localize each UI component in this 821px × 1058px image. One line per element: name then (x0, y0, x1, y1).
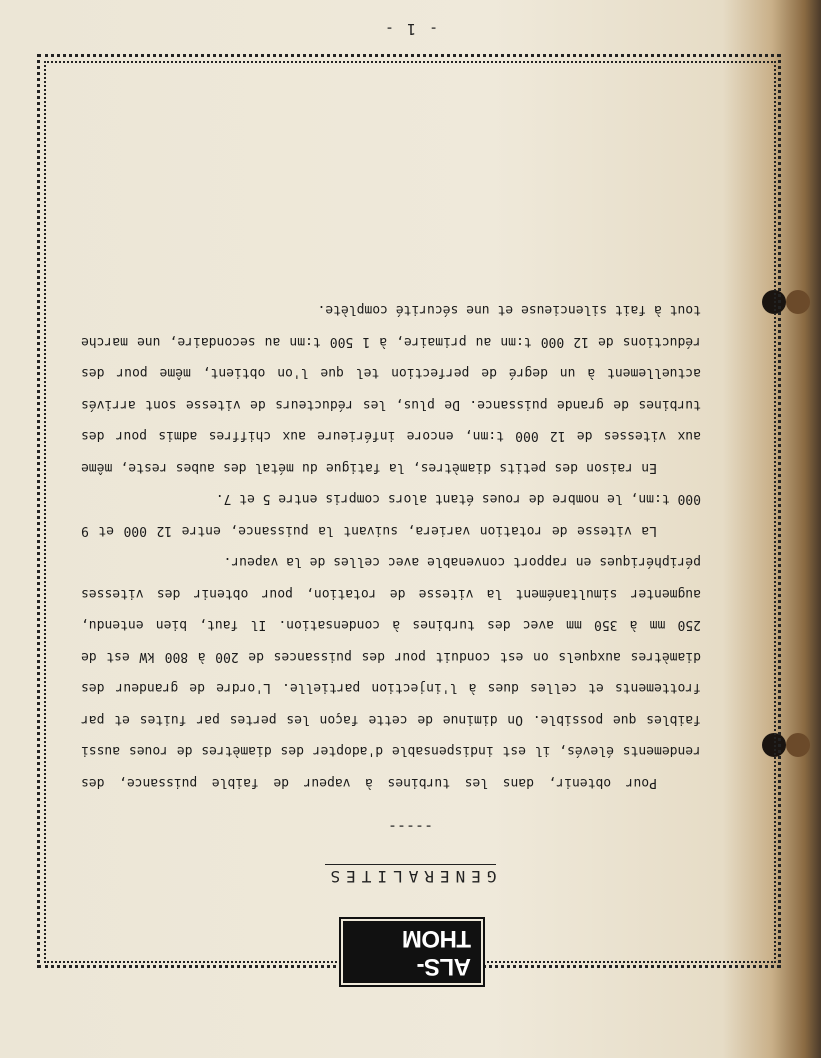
body-text (81, 294, 701, 798)
page-number: - 1 - (382, 20, 439, 38)
paragraph-2: La vitesse de rotation variera, suivant la puissance, entre 12 000 et 9 000 t:mn, le nombre de roues étant alors compris entre 5 et 7. (81, 491, 701, 538)
paragraph-3: En raison des petits diamètres, la fatigue du métal des aubes reste, même aux vitesses de 12 000 t:mn, encore inférieure aux chiffres admis pour des turbines de grande puissance. De plus, les réducteurs de vitesse sont arrivés actuellement à un degré de perfection tel que l'on obtient, même pour des réductions de 12 000 t:mn au primaire, à 1 500 t:mn au secondaire, une marche tout à fait silencieuse et une sécurité complète. (81, 302, 701, 475)
section-title (0, 867, 821, 886)
paragraph-1: Pour obtenir, dans les turbines à vapeur de faible puissance, des rendements élevés, il est indispensable d'adopter des diamètres de roues aussi faibles que possible. On diminue de cette façon les pertes par fuites et par frottements et celles dues à l'injection partielle. L'ordre de grandeur des diamètres auxquels on est conduit pour des puissances de 200 à 800 kW est de 250 mm à 350 mm avec des turbines à condensation. Il faut, bien entendu, augmenter simultanément la vitesse de rotation, pour obtenir des vitesses périphériques en rapport convenable avec celles de la vapeur. (81, 554, 701, 790)
separator: ----- (387, 818, 434, 836)
logo-text: ALS-THOM (343, 921, 481, 983)
section-title-text: GENERALITES (325, 864, 497, 886)
company-logo (343, 925, 481, 980)
